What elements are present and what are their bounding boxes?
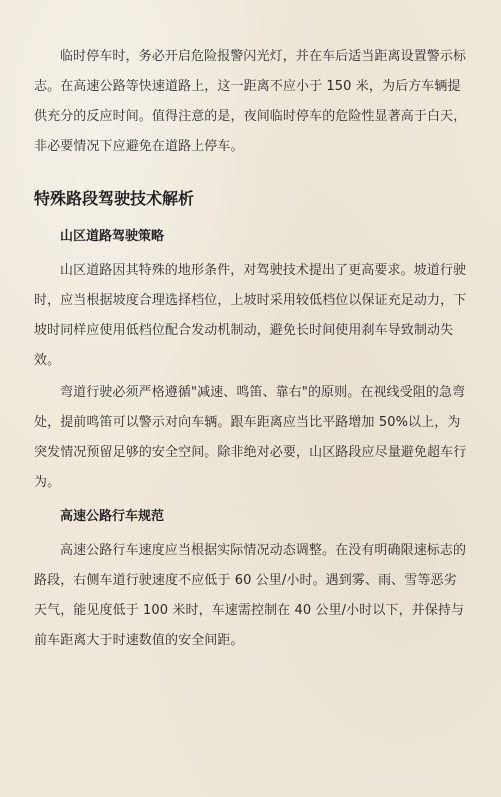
- mountain-paragraph-1: 山区道路因其特殊的地形条件，对驾驶技术提出了更高要求。坡道行驶时，应当根据坡度合理选择档位，上坡时采用较低档位以保证充足动力，下坡时同样应使用低档位配合发动机制动，避免长时间使用刹车导致制动失效。: [34, 263, 467, 368]
- intro-paragraph: 临时停车时，务必开启危险报警闪光灯，并在车后适当距离设置警示标志。在高速公路等快速道路上，这一距离不应小于 150 米，为后方车辆提供充分的反应时间。值得注意的是，夜间临时停车的危险性显著高于白天，非必要情况下应避免在道路上停车。: [34, 49, 467, 154]
- subsection-title-mountain: 山区道路驾驶策略: [60, 229, 165, 244]
- highway-paragraph-1: 高速公路行车速度应当根据实际情况动态调整。在没有明确限速标志的路段，右侧车道行驶速度不应低于 60 公里/小时。遇到雾、雨、雪等恶劣天气，能见度低于 100 米时，车速需控制在 40 公里/小时以下，并保持与前车距离大于时速数值的安全间距。: [34, 543, 467, 648]
- section-title: 特殊路段驾驶技术解析: [34, 189, 195, 208]
- subsection-title-highway: 高速公路行车规范: [60, 509, 165, 524]
- mountain-paragraph-2: 弯道行驶必须严格遵循"减速、鸣笛、靠右"的原则。在视线受阻的急弯处，提前鸣笛可以警示对向车辆。跟车距离应当比平路增加 50%以上，为突发情况预留足够的安全空间。除非绝对必要，山区路段应尽量避免超车行为。: [34, 385, 467, 490]
